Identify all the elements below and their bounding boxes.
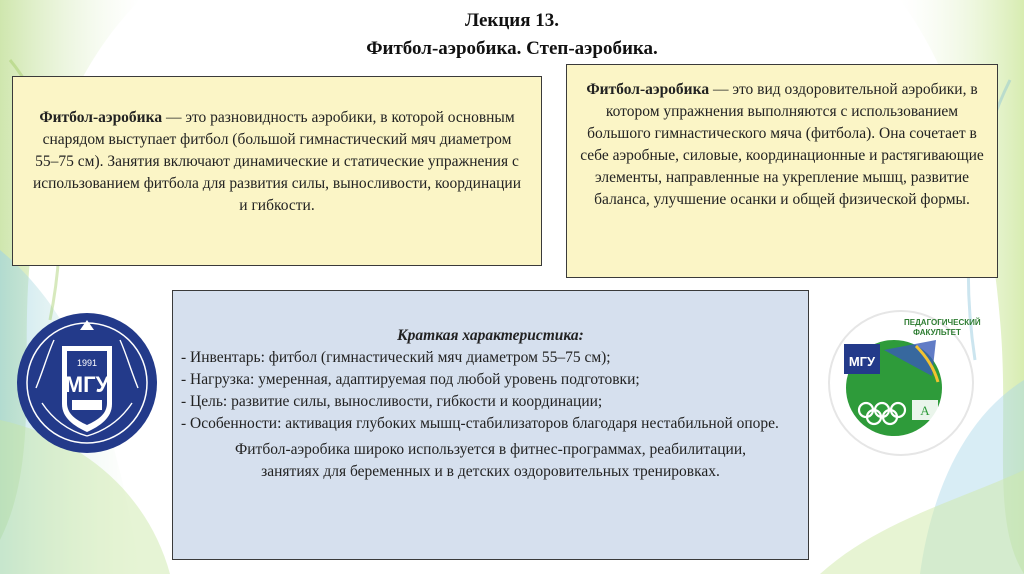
lecture-number: Лекция 13. <box>464 10 560 31</box>
characteristics-box <box>172 290 809 560</box>
definition-box-right <box>566 64 998 278</box>
definition-box-left <box>12 76 542 266</box>
definition-text: — это вид оздоровительной аэробики, в котором упражнения выполняются с использованием большого гимнастического мяча (фитбола). Она сочетает в себе аэробные, силовые, координационные и растягивающие элементы, направленные на укрепление мышц, развитие баланса, улучшение осанки и общей физической формы. <box>580 81 984 208</box>
svg-text:МГУ: МГУ <box>848 354 876 369</box>
mgu-emblem-logo <box>14 308 160 458</box>
svg-text:1991: 1991 <box>76 358 98 368</box>
definition-term: Фитбол-аэробика <box>586 81 710 98</box>
characteristics-heading: Краткая характеристика: <box>397 327 584 344</box>
list-item: - Особенности: активация глубоких мышц-стабилизаторов благодаря нестабильной опоре. <box>181 415 779 432</box>
summary-paragraph: Фитбол-аэробика широко используется в фитнес-программах, реабилитации, занятиях для беременных и в детских оздоровительных тренировках. <box>235 441 746 480</box>
list-item: - Инвентарь: фитбол (гимнастический мяч диаметром 55–75 см); <box>181 349 611 366</box>
definition-term: Фитбол-аэробика <box>39 109 163 126</box>
logo-ring-text: ПЕДАГОГИЧЕСКИЙ ФАКУЛЬТЕТ <box>904 318 981 337</box>
list-item: - Цель: развитие силы, выносливости, гибкости и координации; <box>181 393 603 410</box>
definition-text: — это разновидность аэробики, в которой основным снарядом выступает фитбол (большой гимнастический мяч диаметром 55–75 см). Занятия включают динамические и статические упражнения с использованием фитбола для развития силы, выносливости, координации и гибкости. <box>32 109 522 214</box>
svg-text:МГУ: МГУ <box>64 372 110 397</box>
svg-text:A: A <box>920 403 930 418</box>
list-item: - Нагрузка: умеренная, адаптируемая под любой уровень подготовки; <box>181 371 640 388</box>
page-title: Фитбол-аэробика. Степ-аэробика. <box>366 38 658 59</box>
